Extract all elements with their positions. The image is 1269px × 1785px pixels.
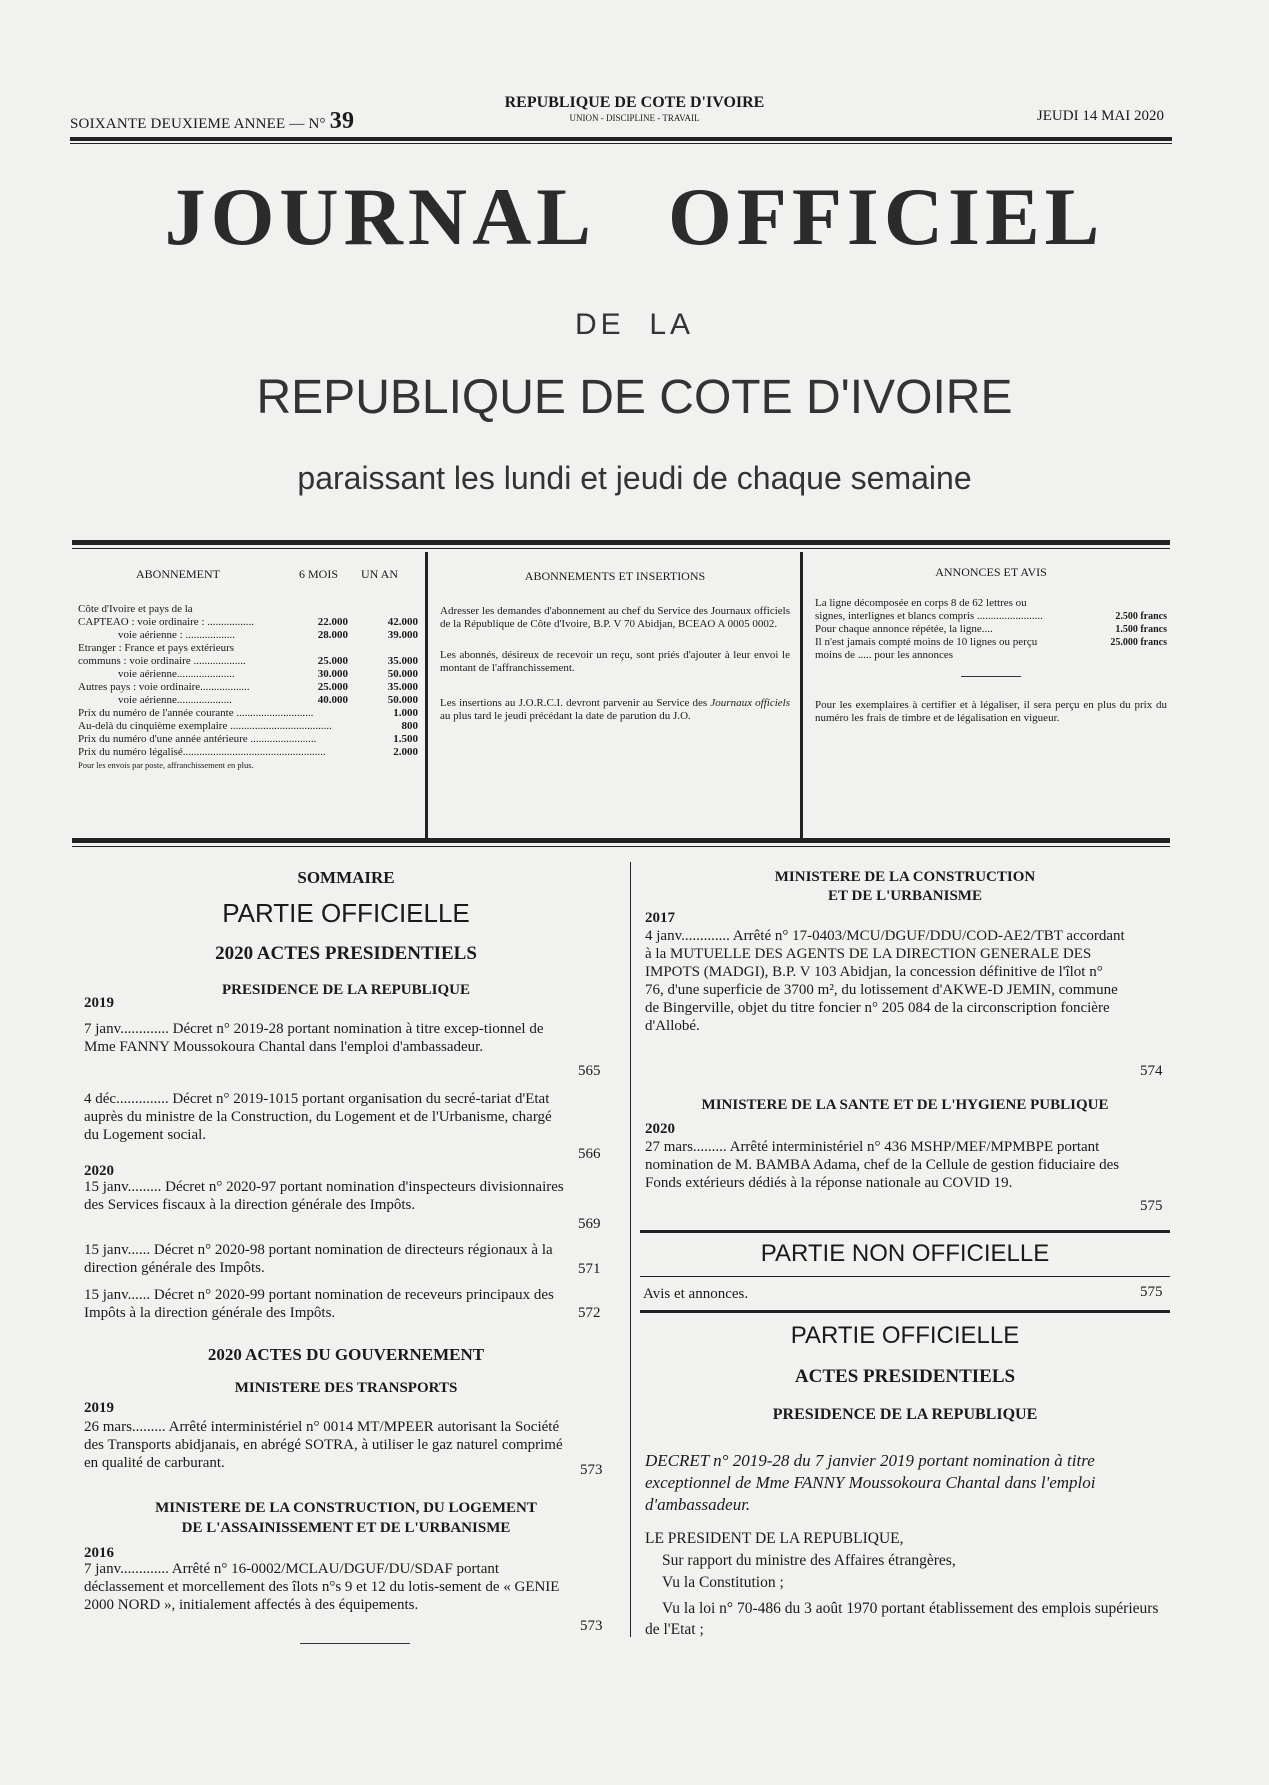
row-six: 40.000 — [317, 694, 348, 706]
presidence-body-title: PRESIDENCE DE LA REPUBLIQUE — [772, 1406, 1038, 1423]
title-line-2: ET DE L'URBANISME — [828, 888, 982, 904]
insertions-header: ABONNEMENTS ET INSERTIONS — [524, 569, 706, 583]
entry-page: 573 — [580, 1462, 603, 1478]
ministere-construction-urbanisme-title — [640, 868, 1170, 906]
six-month-header: 6 MOIS — [298, 567, 338, 581]
unit-price-row — [78, 746, 418, 759]
sur-rapport: Sur rapport du ministre des Affaires étrangères, — [662, 1552, 956, 1569]
ministere-construction-line-1: MINISTERE DE LA CONSTRUCTION, DU LOGEMENT — [155, 1500, 537, 1516]
year-2020: 2020 — [84, 1163, 114, 1179]
row-year: 42.000 — [387, 616, 418, 628]
entry-date: 7 janv............. — [84, 1021, 169, 1037]
legalisation-note: Pour les exemplaires à certifier et à légaliser, il sera perçu en plus du prix du numéro les frais de timbre et de légalisation en vigueur. — [815, 699, 1167, 724]
rule-partie-non — [640, 1230, 1170, 1233]
entry-page: 575 — [1140, 1198, 1163, 1214]
price-value: 2.000 — [393, 746, 418, 758]
rate-price: 25.000 francs — [1110, 637, 1167, 648]
sommaire-entry — [84, 1286, 584, 1322]
right-entry — [645, 1138, 1125, 1192]
row-six: 28.000 — [317, 629, 348, 641]
row-label: CAPTEAO : voie ordinaire : ................. — [78, 616, 254, 628]
ministere-construction-title — [72, 1498, 620, 1538]
header-rule — [70, 137, 1172, 141]
unit-price-row — [78, 720, 418, 733]
rule-avis-bottom — [640, 1310, 1170, 1313]
sommaire-entry — [84, 1090, 564, 1144]
unit-price-row — [78, 733, 418, 746]
year-2020-right: 2020 — [645, 1121, 675, 1137]
row-six: 22.000 — [317, 616, 348, 628]
entry-page: 572 — [578, 1305, 601, 1321]
row-label: voie aérienne..................... — [118, 668, 235, 680]
entry-text: Décret n° 2019-28 portant nomination à titre excep-tionnel de Mme FANNY Moussokoura Chantal dans l'emploi d'ambassadeur. — [84, 1021, 544, 1055]
entry-text: Décret n° 2019-1015 portant organisation du secré-tariat d'Etat auprès du ministre de la Construction, du Logement et de l'Urbanisme, chargé du Logement social. — [84, 1091, 552, 1143]
decret-title: DECRET n° 2019-28 du 7 janvier 2019 portant nomination à titre exceptionnel de Mme FANNY Moussokoura Chantal dans l'emploi d'ambassadeur. — [645, 1451, 1096, 1514]
partie-non-officielle-title: PARTIE NON OFFICIELLE — [760, 1240, 1050, 1267]
entry-page: 566 — [578, 1146, 601, 1162]
ministere-transports-title: MINISTERE DES TRANSPORTS — [234, 1380, 458, 1396]
actes-presidentiels-body-title: ACTES PRESIDENTIELS — [794, 1366, 1016, 1387]
journal-title: JOURNAL OFFICIEL — [164, 171, 1105, 262]
entry-date: 27 mars......... — [645, 1139, 727, 1155]
price-row — [78, 694, 418, 707]
price-row — [78, 629, 418, 642]
publication-frequency: paraissant les lundi et jeudi de chaque semaine — [297, 460, 972, 496]
annonce-rate-1 — [815, 597, 1167, 623]
presidence-title: PRESIDENCE DE LA REPUBLIQUE — [222, 982, 470, 998]
region-label: Côte d'Ivoire et pays de la — [78, 603, 193, 615]
actes-presidentiels-title: 2020 ACTES PRESIDENTIELS — [215, 943, 477, 964]
one-year-header: UN AN — [360, 567, 398, 581]
rate-price: 1.500 francs — [1115, 624, 1167, 635]
entry-date: 26 mars......... — [84, 1419, 166, 1435]
year-2017: 2017 — [645, 910, 675, 926]
row-six: 25.000 — [317, 655, 348, 667]
annonces-header: ANNONCES ET AVIS — [935, 565, 1047, 579]
subscription-header-row — [78, 568, 418, 581]
entry-text: Arrêté n° 16-0002/MCLAU/DGUF/DU/SDAF portant déclassement et morcellement des îlots n°s 9 et 12 du lotis-sement de « GENIE 2000 NORD », initialement affectés à des équipements. — [84, 1561, 560, 1613]
insertions-address: Adresser les demandes d'abonnement au chef du Service des Journaux officiels de la République de Côte d'Ivoire, B.P. V 70 Abidjan, BCEAO A 0005 0002. — [440, 605, 790, 630]
year-2016: 2016 — [84, 1545, 114, 1561]
price-label: Prix du numéro de l'année courante ............................ — [78, 707, 314, 719]
price-row — [78, 655, 418, 668]
issue-number-value: 39 — [329, 108, 355, 134]
rate-text: Il n'est jamais compté moins de 10 lignes ou perçu moins de ..... pour les annonces — [815, 636, 1038, 661]
insertions-receipt-note: Les abonnés, désireux de recevoir un reçu, sont priés d'ajouter à leur envoi le montant de l'affranchissement. — [440, 649, 790, 674]
row-label: Autres pays : voie ordinaire.................. — [78, 681, 250, 693]
row-year: 39.000 — [387, 629, 418, 641]
row-label: communs : voie ordinaire ................... — [78, 655, 246, 667]
entry-text: Décret n° 2020-99 portant nomination de receveurs principaux des Impôts à la direction générale des Impôts. — [84, 1287, 554, 1321]
right-entry — [645, 927, 1125, 1035]
entry-text: Arrêté interministériel n° 436 MSHP/MEF/MPMBPE portant nomination de M. BAMBA Adama, chef de la Cellule de gestion fiduciaire des Fonds extérieurs dédiés à la réponse nationale au COVID 19. — [645, 1139, 1120, 1191]
price-value: 1.000 — [393, 707, 418, 719]
entry-date: 15 janv...... — [84, 1242, 151, 1258]
annonces-column — [815, 566, 1167, 725]
insertions-deadline — [440, 697, 790, 723]
issue-prefix: SOIXANTE DEUXIEME ANNEE — N° — [70, 116, 326, 132]
country-name: REPUBLIQUE DE COTE D'IVOIRE — [504, 94, 765, 111]
country-motto: UNION - DISCIPLINE - TRAVAIL — [569, 113, 700, 123]
price-row — [78, 668, 418, 681]
masthead-de-la: DE LA — [574, 308, 695, 341]
year-2019-b: 2019 — [84, 1400, 114, 1416]
partie-officielle-title: PARTIE OFFICIELLE — [222, 898, 470, 928]
price-row — [78, 642, 418, 655]
annonce-rate-2 — [815, 623, 1167, 636]
sommaire-entry — [84, 1241, 574, 1277]
entry-page: 569 — [578, 1216, 601, 1232]
sommaire-entry — [84, 1020, 556, 1056]
vu-loi: Vu la loi n° 70-486 du 3 août 1970 portant établissement des emplois supérieurs de l'Etat ; — [645, 1600, 1159, 1638]
entry-date: 15 janv...... — [84, 1287, 151, 1303]
sommaire-entry — [84, 1178, 564, 1214]
box-bottom-rule — [72, 838, 1170, 843]
le-president: LE PRESIDENT DE LA REPUBLIQUE, — [645, 1530, 904, 1547]
entry-text: Décret n° 2020-97 portant nomination d'inspecteurs divisionnaires des Services fiscaux à la direction générale des Impôts. — [84, 1179, 564, 1213]
entry-date: 4 déc.............. — [84, 1091, 169, 1107]
row-year: 35.000 — [387, 655, 418, 667]
row-six: 25.000 — [317, 681, 348, 693]
row-six: 30.000 — [317, 668, 348, 680]
avis-annonces: Avis et annonces. — [643, 1286, 749, 1302]
entry-page: 565 — [578, 1063, 601, 1079]
column-divider — [630, 862, 631, 1637]
actes-gouvernement-title: 2020 ACTES DU GOUVERNEMENT — [207, 1345, 485, 1364]
rate-text: La ligne décomposée en corps 8 de 62 lettres ou signes, interlignes et blancs compris ........................ — [815, 597, 1043, 622]
masthead-republic: REPUBLIQUE DE COTE D'IVOIRE — [256, 371, 1013, 424]
annonce-rate-3 — [815, 636, 1167, 662]
section-end-rule — [300, 1643, 410, 1644]
price-label: Au-delà du cinquième exemplaire ..................................... — [78, 720, 332, 732]
avis-page: 575 — [1140, 1284, 1163, 1300]
row-year: 35.000 — [387, 681, 418, 693]
header-rule-thin — [70, 143, 1172, 144]
price-label: Prix du numéro légalisé.................................................... — [78, 746, 326, 758]
entry-date: 4 janv............. — [645, 928, 730, 944]
entry-page: 571 — [578, 1261, 601, 1277]
entry-text: Décret n° 2020-98 portant nomination de directeurs régionaux à la direction générale des Impôts. — [84, 1242, 553, 1276]
rate-text: Pour chaque annonce répétée, la ligne.... — [815, 623, 993, 635]
entry-text: Arrêté interministériel n° 0014 MT/MPEER autorisant la Société des Transports abidjanais, en abrégé SOTRA, à utiliser le gaz naturel comprimé en qualité de carburant. — [84, 1419, 563, 1471]
subscription-header: ABONNEMENT — [136, 567, 220, 581]
price-label: Prix du numéro d'une année antérieure ........................ — [78, 733, 317, 745]
box-divider-1 — [425, 552, 428, 842]
rate-price: 2.500 francs — [1115, 611, 1167, 622]
entry-date: 7 janv............. — [84, 1561, 169, 1577]
entry-text: Arrêté n° 17-0403/MCU/DGUF/DDU/COD-AE2/TBT accordant à la MUTUELLE DES AGENTS DE LA DIRECTION GENERALE DES IMPOTS (MADGI), B.P. V 103 Abidjan, la concession définitive de l'îlot n° 76, d'une superficie de 3700 m², du lotissement d'AKWE-D JEMIN, commune de Bingerville, objet du titre foncier n° 205 084 de la circonscription foncière d'Allobé. — [645, 928, 1125, 1034]
annonces-divider — [961, 676, 1021, 677]
sommaire-entry — [84, 1560, 564, 1614]
box-divider-2 — [800, 552, 803, 842]
subscription-column — [78, 568, 418, 772]
box-bottom-rule-thin — [72, 846, 1170, 847]
postal-note: Pour les envois par poste, affranchissement en plus. — [78, 760, 254, 770]
unit-price-row — [78, 707, 418, 720]
vu-constitution: Vu la Constitution ; — [662, 1574, 784, 1591]
sommaire-entry — [84, 1418, 564, 1472]
price-value: 800 — [401, 720, 418, 732]
price-row — [78, 681, 418, 694]
partie-officielle-body-title: PARTIE OFFICIELLE — [790, 1322, 1020, 1349]
title-line-1: MINISTERE DE LA CONSTRUCTION — [774, 869, 1036, 885]
row-label: Etranger : France et pays extérieurs — [78, 642, 235, 654]
price-value: 1.500 — [393, 733, 418, 745]
sommaire-title: SOMMAIRE — [297, 868, 395, 887]
entry-page: 573 — [580, 1618, 603, 1634]
ministere-construction-line-2: DE L'ASSAINISSEMENT ET DE L'URBANISME — [181, 1520, 511, 1536]
entry-page: 574 — [1140, 1063, 1163, 1079]
year-2019: 2019 — [84, 995, 114, 1011]
deadline-text-b: Journaux officiels — [710, 697, 790, 709]
deadline-text-a: Les insertions au J.O.R.C.I. devront parvenir au Service des — [440, 697, 711, 709]
box-top-rule-thin — [72, 548, 1170, 549]
box-top-rule — [72, 540, 1170, 545]
entry-date: 15 janv......... — [84, 1179, 162, 1195]
row-year: 50.000 — [387, 668, 418, 680]
row-label: voie aérienne : .................. — [118, 629, 235, 641]
rule-partie-non-bottom — [640, 1276, 1170, 1277]
row-label: voie aérienne.................... — [118, 694, 232, 706]
deadline-text-c: au plus tard le jeudi précédant la date de parution du J.O. — [440, 710, 691, 722]
row-year: 50.000 — [387, 694, 418, 706]
insertions-column — [440, 570, 790, 723]
issue-date: JEUDI 14 MAI 2020 — [1036, 108, 1164, 124]
ministere-sante-title: MINISTERE DE LA SANTE ET DE L'HYGIENE PUBLIQUE — [701, 1097, 1109, 1113]
price-row — [78, 616, 418, 629]
